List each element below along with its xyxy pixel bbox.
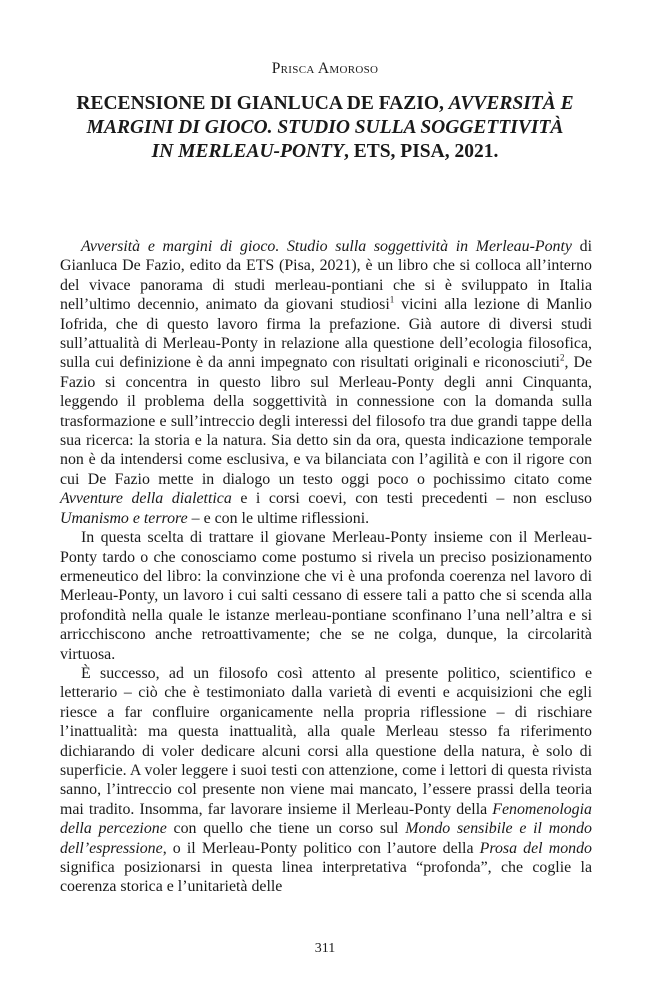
title-book: AVVERSITÀ E MARGINI DI GIOCO. STUDIO SULLA SOGGETTIVITÀ IN MERLEAU-PONTY	[86, 93, 574, 162]
page-number: 311	[314, 941, 336, 956]
paragraph-text: significa posizionarsi in questa linea interpretativa “profonda”, che coglie la coerenza storica e l’unitarietà delle	[60, 859, 592, 896]
paragraph-text: con quello che tiene un corso sul	[166, 820, 406, 838]
italic-work-title: Prosa del mondo	[479, 839, 592, 857]
paragraph-text: – e con le ultime riflessioni.	[187, 509, 370, 527]
paragraph-1	[60, 237, 592, 528]
footnote-ref-1[interactable]: 1	[389, 294, 395, 305]
title-prefix: RECENSIONE DI GIANLUCA DE FAZIO,	[76, 93, 449, 114]
italic-work-title: Avventure della dialettica	[60, 490, 232, 508]
paragraph-text: , De Fazio si concentra in questo libro sul Merleau-Ponty degli anni Cinquanta, leggendo il problema della soggettività in connessione con la domanda sulla trasformazione e sull’intreccio degli interessi del filosofo tra due grandi tappe della sua ricerca: la storia e la natura. Sia detto sin da ora, questa indicazione temporale non è da intendersi come esclusiva, e va bilanciata con l’agilità e con il rigore con cui De Fazio mette in dialogo un testo oggi poco o pochissimo citato come	[60, 354, 593, 488]
paragraph-text: vicini alla lezione di Manlio Iofrida, che di questo lavoro firma la prefazione. Già autore di diversi studi sull’attualità di Merleau-Ponty in relazione alla questione dell’ecologia filosofica, sulla cui definizione è da anni impegnato con risultati originali e riconosciuti	[60, 296, 592, 372]
paragraph-text: , o il Merleau-Ponty politico con l’autore della	[162, 839, 480, 857]
italic-work-title: Mondo sensibile e il mondo dell’espressione	[60, 820, 592, 857]
paragraph-text: e i corsi coevi, con testi precedenti – non escluso	[231, 490, 592, 508]
footnote-ref-2[interactable]: 2	[559, 353, 565, 364]
author-name: Prisca Amoroso	[271, 60, 379, 77]
paragraph-3	[60, 664, 592, 897]
italic-book-title: Avversità e margini di gioco. Studio sulla soggettività in Merleau-Ponty	[81, 238, 572, 255]
paragraph-text: È successo, ad un filosofo così attento al presente politico, scientifico e letterario – ciò che è testimoniato dalla varietà di eventi e acquisizioni che egli riesce a far confluire organicamente nella propria riflessione – di rischiare l’inattualità: ma questa inattualità, alla quale Merleau stesso fa riferimento dichiarando di voler dedicare alcuni corsi alla questione della natura, è solo di superficie. A voler leggere i suoi testi con attenzione, come i lettori di questa rivista sanno, l’intreccio col presente non viene mai mancato, l’essere prassi della teoria mai tradito. Insomma, far lavorare insieme il Merleau-Ponty della	[60, 664, 592, 818]
italic-work-title: Umanismo e terrore	[60, 509, 188, 527]
paragraph-text: di Gianluca De Fazio, edito da ETS (Pisa, 2021), è un libro che si colloca all’interno del vivace panorama di studi merleau-pontiani che si è sviluppato in Italia nell’ultimo decennio, animato da giovani studiosi	[60, 238, 592, 314]
article-title	[75, 92, 575, 164]
article-body	[60, 237, 592, 897]
paragraph-2: In questa scelta di trattare il giovane Merleau-Ponty insieme con il Merleau-Ponty tardo o che conosciamo come postumo si rivela un preciso posizionamento ermeneutico del libro: la convinzione che vi è una profonda coerenza nel lavoro di Merleau-Ponty, un lavoro i cui salti cessano di essere tali a patto che si scenda alla profondità nella quale le istanze merleau-pontiane sconfinano l’una nell’altra e si arricchiscono anche retroattivamente; che se ne colga, dunque, la circolarità virtuosa.	[60, 529, 592, 663]
title-suffix: , ETS, PISA, 2021.	[343, 141, 499, 162]
italic-work-title: Fenomenologia della percezione	[60, 800, 592, 838]
